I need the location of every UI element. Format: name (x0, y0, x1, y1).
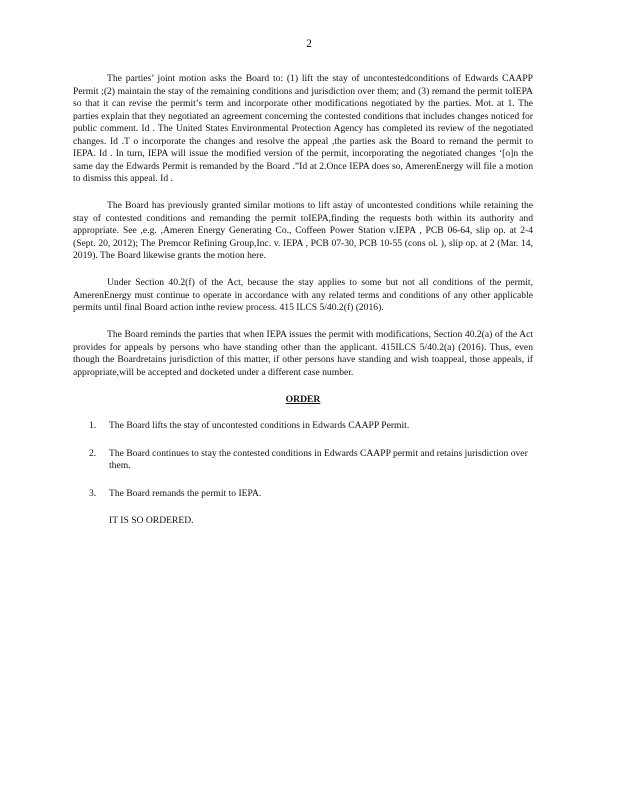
page-number: 2 (306, 38, 312, 50)
closing-statement: IT IS SO ORDERED. (109, 515, 194, 526)
order-number: 3. (89, 487, 97, 499)
order-item (73, 448, 533, 473)
order-heading: ORDER (285, 393, 321, 405)
order-text: The Board remands the permit to IEPA. (109, 487, 262, 499)
order-number: 2. (89, 447, 97, 459)
order-number: 1. (89, 420, 97, 431)
document-body (73, 73, 533, 528)
paragraph-joint-motion: The parties’ joint motion asks the Board to: (1) lift the stay of uncontestedconditions of Edwards CAAPP Permit ;(2) maintain the stay of the remaining conditions and jurisdiction over them; and (3) remand the permit toIEPA so that it can revise the permit’s term and incorporate other modifications negotiated by the parties. Mot. at 1. The parties explain that they negotiated an agreement concerning the contested conditions that includes changes noticed for public comment. Id . The United States Environmental Protection Agency has completed its review of the negotiated changes. Id .T o incorporate the changes and resolve the appeal ,the parties ask the Board to remand the permit to IEPA. Id . In turn, IEPA will issue the modified version of the permit, incorporating the negotiated changes ‘[o]n the same day the Edwards Permit is remanded by the Board .”Id at 2.Once IEPA does so, AmerenEnergy will file a motion to dismiss this appeal. Id . (73, 73, 533, 184)
paragraph-section-40-2f: Under Section 40.2(f) of the Act, because the stay applies to some but not all conditions of the permit, AmerenEnergy must continue to operate in accordance with any related terms and conditions of any other applicable permits until final Board action inthe review process. 415 ILCS 5/40.2(f) (2016). (73, 277, 533, 313)
order-item (73, 488, 533, 501)
order-item (73, 420, 533, 433)
paragraph-precedent: The Board has previously granted similar motions to lift astay of uncontested conditions while retaining the stay of contested conditions and remanding the permit toIEPA,finding the requests both within its authority and appropriate. See ,e.g. ,Ameren Energy Generating Co., Coffeen Power Station v.IEPA , PCB 06-64, slip op. at 2-4 (Sept. 20, 2012); The Premcor Refining Group,Inc. v. IEPA , PCB 07-30, PCB 10-55 (cons ol. ), slip op. at 2 (Mar. 14, 2019). The Board likewise grants the motion here. (73, 200, 533, 261)
order-text: The Board continues to stay the contested conditions in Edwards CAAPP permit and retains jurisdiction over them. (109, 447, 528, 471)
paragraph-reminder: The Board reminds the parties that when IEPA issues the permit with modifications, Section 40.2(a) of the Act provides for appeals by persons who have standing other than the applicant. 415ILCS 5/40.2(a) (2016). Thus, even though the Boardretains jurisdiction of this matter, if other persons have standing and wish toappeal, those appeals, if appropriate,will be accepted and docketed under a different case number. (73, 329, 533, 378)
order-text: The Board lifts the stay of uncontested conditions in Edwards CAAPP Permit. (109, 420, 410, 431)
order-list (73, 420, 533, 500)
